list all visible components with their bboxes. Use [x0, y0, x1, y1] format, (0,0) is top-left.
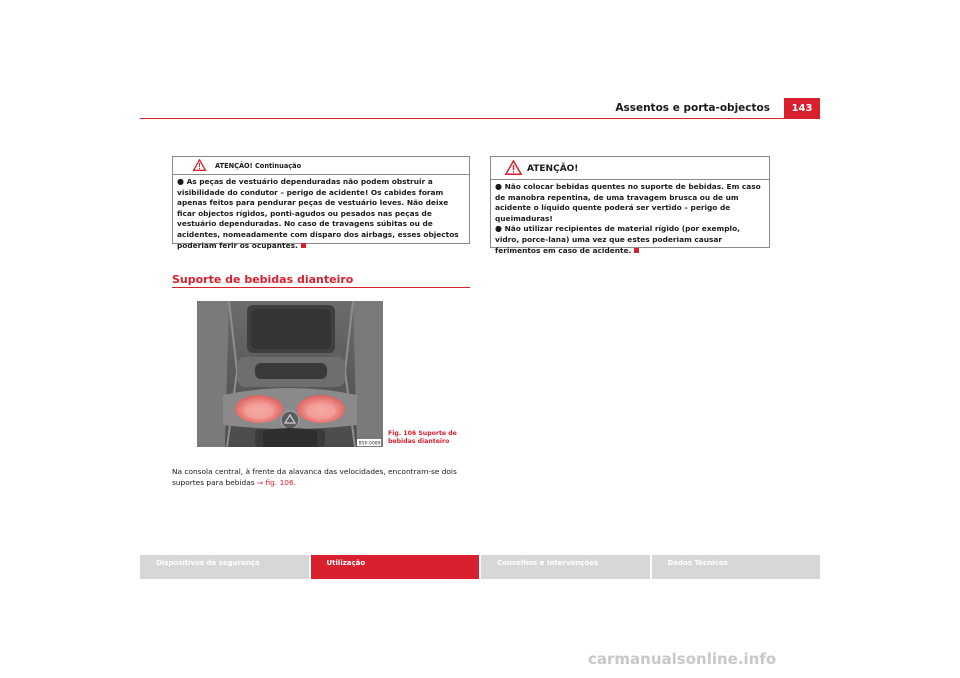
- section-rule: [172, 287, 470, 288]
- tab-dispositivos-de-seguranca[interactable]: Dispositivos de segurança: [140, 555, 309, 579]
- figure-reference-link[interactable]: ⇒ fig. 106: [256, 478, 294, 487]
- warning-paragraph: ● Não colocar bebidas quentes no suporte de bebidas. Em caso de manobra repentina, de uma travagem brusca ou de um acidente o líquido quente poderá ser vertido – perigo de queimaduras!: [495, 182, 761, 223]
- bullet-icon: ●: [495, 224, 502, 234]
- cup-holder-photo: [197, 301, 383, 447]
- warning-body: [173, 175, 469, 254]
- bullet-icon: ●: [177, 177, 184, 186]
- warning-triangle-icon: [193, 159, 206, 171]
- tab-dados-tecnicos[interactable]: Dados Técnicos: [652, 555, 821, 579]
- footer-navigation: [140, 555, 820, 579]
- warning-body: [491, 180, 769, 259]
- warning-triangle-icon: [505, 160, 522, 175]
- figure-cup-holder: [197, 301, 383, 447]
- warning-header: [173, 157, 469, 174]
- warning-box-main: [490, 156, 770, 255]
- page-header-title: Assentos e porta-objectos: [615, 102, 770, 114]
- warning-header: [491, 157, 769, 179]
- figure-caption: Fig. 106 Suporte de bebidas dianteiro: [388, 430, 457, 445]
- warning-paragraph: ● As peças de vestuário dependuradas não podem obstruir a visibilidade do condutor – perigo de acidente! Os cabides foram apenas feitos para pendurar peças de vestuário leves. Não deixe ficar objectos rígidos, ponti-agudos ou pesados nas peças de vestuário dependuradas. No caso de travagens súbitas ou de acidentes, nomeadamente com disparo dos airbags, esses objectos poderiam ferir os ocupantes.: [177, 177, 459, 250]
- warning-box-continued: [172, 156, 470, 250]
- tab-conselhos-e-intervencoes[interactable]: Conselhos e Intervenções: [481, 555, 650, 579]
- tab-utilizacao[interactable]: Utilização: [311, 555, 480, 579]
- warning-title: ATENÇÃO! Continuação: [215, 162, 302, 170]
- figure-code-label: B5P-0089: [358, 441, 381, 447]
- section-title: Suporte de bebidas dianteiro: [172, 273, 354, 286]
- page-number: 143: [784, 98, 820, 118]
- bullet-icon: ●: [495, 182, 502, 191]
- warning-title: ATENÇÃO!: [527, 164, 579, 174]
- section-body-text: Na consola central, à frente da alavanca das velocidades, encontram-se dois suportes para bebidas ⇒ fig. 106.: [172, 467, 457, 487]
- warning-paragraph: ● Não utilizar recipientes de material rígido (por exemplo, vidro, porce-lana) uma vez que estes poderiam causar ferimentos em caso de acidente.: [495, 224, 740, 255]
- watermark-text: carmanualsonline.info: [588, 650, 777, 668]
- header-rule: [140, 118, 820, 119]
- end-marker-icon: [301, 243, 306, 248]
- end-marker-icon: [634, 248, 639, 253]
